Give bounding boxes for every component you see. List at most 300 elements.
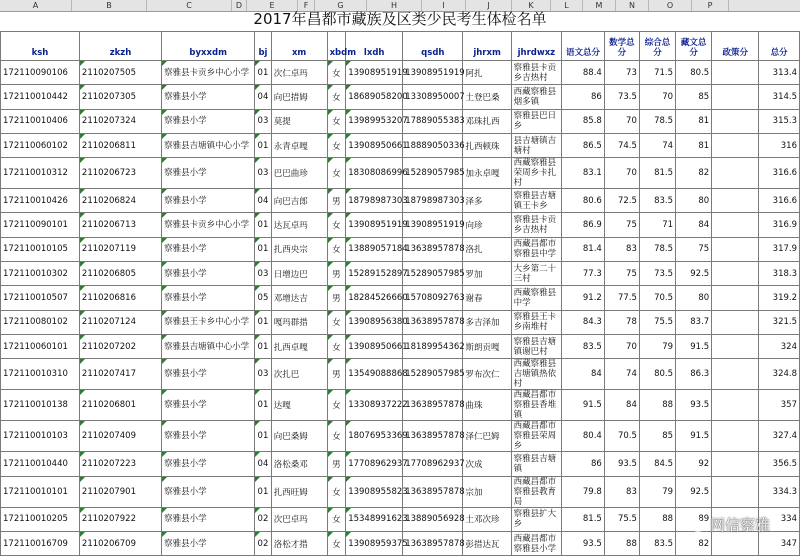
table-cell[interactable] [712, 286, 759, 310]
table-cell[interactable]: 13638957878 [403, 310, 463, 334]
table-cell[interactable]: 80.4 [562, 421, 605, 452]
table-cell[interactable]: 86.9 [562, 213, 605, 237]
column-letter-c[interactable]: C [147, 0, 232, 11]
table-cell[interactable]: 女 [327, 61, 346, 85]
table-cell[interactable]: 78.5 [639, 237, 675, 261]
table-cell[interactable]: 03 [255, 109, 271, 133]
table-cell[interactable]: 西藏昌都市察雅县小学 [511, 531, 561, 555]
table-cell[interactable]: 80.5 [676, 61, 712, 85]
header-cell-5[interactable]: xbdm [327, 32, 346, 61]
table-cell[interactable]: 2110206723 [79, 158, 161, 189]
table-cell[interactable]: 13908951919 [346, 61, 403, 85]
table-cell[interactable]: 313.4 [759, 61, 800, 85]
table-cell[interactable]: 2110207202 [79, 334, 161, 358]
table-cell[interactable]: 18798987303 [346, 189, 403, 213]
table-cell[interactable]: 巴巴曲珍 [271, 158, 327, 189]
table-cell[interactable]: 18798987303 [403, 189, 463, 213]
table-cell[interactable]: 日增边巴 [271, 262, 327, 286]
table-cell[interactable]: 察雅县卡贡乡吉热村 [511, 213, 561, 237]
table-cell[interactable]: 察雅县小学 [162, 85, 255, 109]
table-cell[interactable] [712, 310, 759, 334]
header-cell-14[interactable]: 政策分 [712, 32, 759, 61]
table-cell[interactable]: 女 [327, 476, 346, 507]
table-cell[interactable]: 77.5 [604, 286, 639, 310]
table-cell[interactable]: 察雅县吉塘镇谢巴村 [511, 334, 561, 358]
table-cell[interactable]: 西藏昌都市察雅县荣周乡 [511, 421, 561, 452]
table-cell[interactable]: 多吉泽加 [463, 310, 511, 334]
table-cell[interactable]: 女 [327, 507, 346, 531]
table-cell[interactable]: 172110090106 [1, 61, 80, 85]
table-cell[interactable]: 13638957878 [403, 421, 463, 452]
table-cell[interactable]: 01 [255, 390, 271, 421]
table-cell[interactable]: 84 [562, 359, 605, 390]
table-cell[interactable]: 172110080102 [1, 310, 80, 334]
table-cell[interactable]: 01 [255, 334, 271, 358]
table-cell[interactable]: 88 [639, 390, 675, 421]
table-cell[interactable]: 西藏昌都市察雅县香堆镇 [511, 390, 561, 421]
table-cell[interactable]: 2110207505 [79, 61, 161, 85]
table-cell[interactable]: 81.4 [562, 237, 605, 261]
table-cell[interactable]: 318.3 [759, 262, 800, 286]
table-cell[interactable]: 92.5 [676, 262, 712, 286]
table-cell[interactable]: 察雅县吉塘镇 [511, 452, 561, 476]
table-cell[interactable]: 85 [639, 421, 675, 452]
table-cell[interactable]: 75.5 [639, 310, 675, 334]
table-cell[interactable]: 93.5 [604, 452, 639, 476]
table-cell[interactable]: 18189954362 [403, 334, 463, 358]
table-cell[interactable]: 2110206816 [79, 286, 161, 310]
table-cell[interactable]: 13889057184 [346, 237, 403, 261]
table-cell[interactable]: 81.5 [562, 507, 605, 531]
table-cell[interactable]: 327.4 [759, 421, 800, 452]
table-cell[interactable]: 察雅县卡贡乡中心小学 [162, 61, 255, 85]
table-cell[interactable]: 察雅县小学 [162, 507, 255, 531]
table-cell[interactable]: 女 [327, 237, 346, 261]
table-cell[interactable]: 314.5 [759, 85, 800, 109]
table-cell[interactable]: 84.5 [639, 452, 675, 476]
table-cell[interactable]: 91.5 [562, 390, 605, 421]
table-cell[interactable]: 13308937222 [346, 390, 403, 421]
column-letter-m[interactable]: M [583, 0, 616, 11]
table-cell[interactable] [712, 213, 759, 237]
column-letter-n[interactable]: N [616, 0, 649, 11]
table-cell[interactable]: 宗加 [463, 476, 511, 507]
header-cell-9[interactable]: jhrdwxz [511, 32, 561, 61]
table-cell[interactable]: 172110010205 [1, 507, 80, 531]
table-cell[interactable]: 74 [604, 359, 639, 390]
table-cell[interactable]: 85.8 [562, 109, 605, 133]
table-cell[interactable]: 察雅县小学 [162, 421, 255, 452]
table-cell[interactable]: 13908950661 [346, 133, 403, 157]
table-cell[interactable]: 15708092763 [403, 286, 463, 310]
table-cell[interactable]: 察雅县王卡乡南堆村 [511, 310, 561, 334]
table-cell[interactable] [712, 531, 759, 555]
table-cell[interactable]: 18076953369 [346, 421, 403, 452]
table-cell[interactable]: 172110060102 [1, 133, 80, 157]
table-cell[interactable]: 75 [604, 262, 639, 286]
table-cell[interactable]: 斯朗贡嘎 [463, 334, 511, 358]
header-cell-1[interactable]: zkzh [79, 32, 161, 61]
table-cell[interactable]: 察雅县小学 [162, 359, 255, 390]
header-cell-7[interactable]: qsdh [403, 32, 463, 61]
table-cell[interactable]: 男 [327, 262, 346, 286]
table-cell[interactable]: 2110206811 [79, 133, 161, 157]
table-cell[interactable]: 356.5 [759, 452, 800, 476]
table-cell[interactable]: 18689058200 [346, 85, 403, 109]
table-cell[interactable]: 13908955823 [346, 476, 403, 507]
table-cell[interactable] [712, 359, 759, 390]
table-cell[interactable]: 324.8 [759, 359, 800, 390]
table-cell[interactable]: 13908959375 [346, 531, 403, 555]
table-cell[interactable]: 察雅县巴日乡 [511, 109, 561, 133]
table-cell[interactable]: 84.3 [562, 310, 605, 334]
table-cell[interactable]: 172110010302 [1, 262, 80, 286]
table-cell[interactable]: 西藏昌都市察雅县教育局 [511, 476, 561, 507]
column-letter-a[interactable]: A [0, 0, 72, 11]
table-cell[interactable]: 172110010507 [1, 286, 80, 310]
table-cell[interactable]: 03 [255, 359, 271, 390]
table-cell[interactable]: 83 [604, 476, 639, 507]
table-cell[interactable]: 邓增达吉 [271, 286, 327, 310]
table-cell[interactable]: 18889050336 [403, 133, 463, 157]
table-cell[interactable]: 男 [327, 359, 346, 390]
table-cell[interactable]: 达瓦卓玛 [271, 213, 327, 237]
column-letter-b[interactable]: B [72, 0, 147, 11]
table-cell[interactable]: 71 [639, 213, 675, 237]
table-cell[interactable]: 70 [639, 85, 675, 109]
table-cell[interactable]: 316 [759, 133, 800, 157]
table-cell[interactable]: 17708962937 [403, 452, 463, 476]
table-cell[interactable]: 82 [676, 158, 712, 189]
table-cell[interactable]: 察雅县小学 [162, 158, 255, 189]
table-cell[interactable] [712, 237, 759, 261]
table-cell[interactable] [712, 85, 759, 109]
column-letter-i[interactable]: I [422, 0, 466, 11]
table-cell[interactable]: 察雅县小学 [162, 531, 255, 555]
table-cell[interactable]: 加永卓嘎 [463, 158, 511, 189]
table-cell[interactable]: 82 [676, 531, 712, 555]
table-cell[interactable]: 罗布次仁 [463, 359, 511, 390]
table-cell[interactable]: 13908950661 [346, 334, 403, 358]
table-cell[interactable]: 女 [327, 531, 346, 555]
table-cell[interactable]: 泽多 [463, 189, 511, 213]
table-cell[interactable]: 316.6 [759, 158, 800, 189]
table-cell[interactable]: 次扎巴 [271, 359, 327, 390]
table-cell[interactable]: 察雅县小学 [162, 390, 255, 421]
table-cell[interactable] [712, 421, 759, 452]
table-cell[interactable]: 嘎玛群措 [271, 310, 327, 334]
table-cell[interactable]: 83.1 [562, 158, 605, 189]
table-cell[interactable]: 317.9 [759, 237, 800, 261]
table-cell[interactable]: 17708962937 [346, 452, 403, 476]
table-cell[interactable]: 男 [327, 189, 346, 213]
table-cell[interactable]: 察雅县小学 [162, 237, 255, 261]
table-cell[interactable]: 74.5 [604, 133, 639, 157]
column-letter-d[interactable]: D [232, 0, 247, 11]
table-cell[interactable]: 01 [255, 213, 271, 237]
table-cell[interactable]: 80 [676, 189, 712, 213]
table-cell[interactable]: 334 [759, 507, 800, 531]
table-cell[interactable]: 91.2 [562, 286, 605, 310]
table-cell[interactable]: 86.5 [562, 133, 605, 157]
table-cell[interactable]: 84 [676, 213, 712, 237]
table-cell[interactable]: 女 [327, 390, 346, 421]
table-cell[interactable]: 察雅县吉塘镇中心小学 [162, 334, 255, 358]
table-cell[interactable]: 70 [604, 334, 639, 358]
table-cell[interactable]: 02 [255, 507, 271, 531]
table-cell[interactable]: 84 [604, 390, 639, 421]
table-cell[interactable]: 85 [676, 85, 712, 109]
table-cell[interactable]: 女 [327, 310, 346, 334]
table-cell[interactable] [712, 262, 759, 286]
header-cell-13[interactable]: 藏文总分 [676, 32, 712, 61]
table-cell[interactable]: 13908951919 [403, 213, 463, 237]
header-cell-3[interactable]: bj [255, 32, 271, 61]
table-cell[interactable]: 女 [327, 85, 346, 109]
table-cell[interactable]: 04 [255, 452, 271, 476]
table-cell[interactable]: 86 [562, 452, 605, 476]
table-cell[interactable]: 79 [639, 476, 675, 507]
table-cell[interactable]: 向巴措姆 [271, 85, 327, 109]
table-cell[interactable]: 13908951919 [403, 61, 463, 85]
table-cell[interactable]: 18284526660 [346, 286, 403, 310]
table-cell[interactable]: 13638957878 [403, 476, 463, 507]
table-cell[interactable]: 女 [327, 213, 346, 237]
table-cell[interactable]: 172110010442 [1, 85, 80, 109]
table-cell[interactable]: 2110206824 [79, 189, 161, 213]
table-cell[interactable]: 73 [604, 61, 639, 85]
column-letter-k[interactable]: K [512, 0, 551, 11]
table-cell[interactable]: 女 [327, 334, 346, 358]
table-cell[interactable]: 谢春 [463, 286, 511, 310]
column-letter-e[interactable]: E [247, 0, 298, 11]
header-cell-4[interactable]: xm [271, 32, 327, 61]
table-cell[interactable]: 04 [255, 85, 271, 109]
table-cell[interactable] [712, 158, 759, 189]
table-cell[interactable]: 70.5 [604, 421, 639, 452]
table-cell[interactable]: 321.5 [759, 310, 800, 334]
table-cell[interactable]: 17889055383 [403, 109, 463, 133]
table-cell[interactable]: 316.9 [759, 213, 800, 237]
table-cell[interactable]: 察雅县小学 [162, 452, 255, 476]
table-cell[interactable]: 93.5 [676, 390, 712, 421]
table-cell[interactable]: 15348991623 [346, 507, 403, 531]
table-cell[interactable]: 2110206801 [79, 390, 161, 421]
table-cell[interactable]: 15289057985 [403, 359, 463, 390]
column-letter-l[interactable]: L [551, 0, 583, 11]
table-cell[interactable]: 88.4 [562, 61, 605, 85]
table-cell[interactable]: 75 [604, 213, 639, 237]
table-cell[interactable]: 172110010426 [1, 189, 80, 213]
table-cell[interactable]: 2110207417 [79, 359, 161, 390]
table-cell[interactable]: 357 [759, 390, 800, 421]
column-letter-f[interactable]: F [298, 0, 315, 11]
table-cell[interactable]: 88 [639, 507, 675, 531]
table-cell[interactable]: 洛松才措 [271, 531, 327, 555]
table-cell[interactable]: 洛扎 [463, 237, 511, 261]
table-cell[interactable]: 13638957878 [403, 531, 463, 555]
header-cell-6[interactable]: lxdh [346, 32, 403, 61]
header-cell-10[interactable]: 语文总分 [562, 32, 605, 61]
table-cell[interactable]: 女 [327, 421, 346, 452]
table-cell[interactable]: 05 [255, 286, 271, 310]
table-cell[interactable]: 扎西央宗 [271, 237, 327, 261]
column-letter-h[interactable]: H [367, 0, 422, 11]
table-cell[interactable] [712, 334, 759, 358]
table-cell[interactable]: 2110207124 [79, 310, 161, 334]
table-cell[interactable]: 2110206709 [79, 531, 161, 555]
table-cell[interactable]: 172110090101 [1, 213, 80, 237]
table-cell[interactable]: 04 [255, 189, 271, 213]
column-letter-p[interactable]: P [692, 0, 729, 11]
table-cell[interactable]: 01 [255, 237, 271, 261]
table-cell[interactable]: 察雅县王卡乡中心小学 [162, 310, 255, 334]
table-cell[interactable]: 83.5 [562, 334, 605, 358]
table-cell[interactable]: 2110206805 [79, 262, 161, 286]
table-cell[interactable]: 18308086996 [346, 158, 403, 189]
table-cell[interactable]: 大乡第二十三村 [511, 262, 561, 286]
header-cell-2[interactable]: byxxdm [162, 32, 255, 61]
table-cell[interactable]: 80.5 [639, 359, 675, 390]
table-cell[interactable] [712, 133, 759, 157]
table-cell[interactable]: 172110010310 [1, 359, 80, 390]
table-cell[interactable]: 81 [676, 109, 712, 133]
table-cell[interactable]: 71.5 [639, 61, 675, 85]
table-cell[interactable]: 男 [327, 452, 346, 476]
table-cell[interactable]: 172110010101 [1, 476, 80, 507]
table-cell[interactable]: 2110207324 [79, 109, 161, 133]
table-cell[interactable]: 2110207223 [79, 452, 161, 476]
table-cell[interactable] [712, 390, 759, 421]
table-cell[interactable]: 13989953207 [346, 109, 403, 133]
table-cell[interactable]: 319.2 [759, 286, 800, 310]
header-cell-12[interactable]: 综合总分 [639, 32, 675, 61]
table-cell[interactable]: 西藏察雅县烟多镇 [511, 85, 561, 109]
table-cell[interactable]: 土邓次珍 [463, 507, 511, 531]
table-cell[interactable]: 次巴卓玛 [271, 507, 327, 531]
table-cell[interactable]: 女 [327, 109, 346, 133]
table-cell[interactable]: 2110207901 [79, 476, 161, 507]
table-cell[interactable]: 罗加 [463, 262, 511, 286]
table-cell[interactable]: 172110010103 [1, 421, 80, 452]
table-cell[interactable]: 土登巴桑 [463, 85, 511, 109]
table-cell[interactable]: 72.5 [604, 189, 639, 213]
table-cell[interactable]: 13908951919 [346, 213, 403, 237]
table-cell[interactable]: 男 [327, 286, 346, 310]
header-cell-15[interactable]: 总分 [759, 32, 800, 61]
header-cell-11[interactable]: 数学总分 [604, 32, 639, 61]
table-cell[interactable]: 77.3 [562, 262, 605, 286]
table-cell[interactable]: 91.5 [676, 421, 712, 452]
table-cell[interactable]: 172110010138 [1, 390, 80, 421]
table-cell[interactable]: 2110207409 [79, 421, 161, 452]
table-cell[interactable]: 西藏察雅县荣周乡卡扎村 [511, 158, 561, 189]
table-cell[interactable]: 15289152897 [346, 262, 403, 286]
table-cell[interactable]: 78.5 [639, 109, 675, 133]
table-cell[interactable]: 172110016709 [1, 531, 80, 555]
table-cell[interactable]: 次成 [463, 452, 511, 476]
table-cell[interactable]: 莫提 [271, 109, 327, 133]
table-cell[interactable]: 347 [759, 531, 800, 555]
table-cell[interactable]: 察雅县吉塘镇中心小学 [162, 133, 255, 157]
table-cell[interactable]: 80.6 [562, 189, 605, 213]
table-cell[interactable]: 91.5 [676, 334, 712, 358]
table-cell[interactable]: 83.7 [676, 310, 712, 334]
table-cell[interactable]: 女 [327, 158, 346, 189]
table-cell[interactable]: 03 [255, 262, 271, 286]
table-cell[interactable]: 向巴吉郎 [271, 189, 327, 213]
table-cell[interactable]: 01 [255, 476, 271, 507]
table-cell[interactable]: 察雅县扩大乡 [511, 507, 561, 531]
table-cell[interactable]: 洛松桑邓 [271, 452, 327, 476]
table-cell[interactable]: 02 [255, 531, 271, 555]
table-cell[interactable]: 察雅县小学 [162, 286, 255, 310]
table-cell[interactable]: 泽仁巴姆 [463, 421, 511, 452]
table-cell[interactable]: 81 [676, 133, 712, 157]
table-cell[interactable]: 79 [639, 334, 675, 358]
table-cell[interactable]: 172110010406 [1, 109, 80, 133]
header-cell-0[interactable]: ksh [1, 32, 80, 61]
table-cell[interactable]: 01 [255, 421, 271, 452]
table-cell[interactable]: 察雅县卡贡乡吉热村 [511, 61, 561, 85]
table-cell[interactable]: 79.8 [562, 476, 605, 507]
table-cell[interactable]: 察雅县小学 [162, 189, 255, 213]
table-cell[interactable] [712, 109, 759, 133]
table-cell[interactable]: 邓珠扎西 [463, 109, 511, 133]
table-cell[interactable]: 03 [255, 158, 271, 189]
table-cell[interactable]: 扎西卓嘎 [271, 334, 327, 358]
table-cell[interactable] [712, 189, 759, 213]
column-letter-g[interactable]: G [315, 0, 367, 11]
table-cell[interactable]: 83 [604, 237, 639, 261]
table-cell[interactable]: 01 [255, 133, 271, 157]
table-cell[interactable]: 阿扎 [463, 61, 511, 85]
table-cell[interactable]: 172110060101 [1, 334, 80, 358]
table-cell[interactable]: 324 [759, 334, 800, 358]
table-cell[interactable]: 73.5 [639, 262, 675, 286]
table-cell[interactable]: 83.5 [639, 189, 675, 213]
table-cell[interactable]: 2110207305 [79, 85, 161, 109]
table-cell[interactable]: 315.3 [759, 109, 800, 133]
table-cell[interactable]: 70.5 [639, 286, 675, 310]
table-cell[interactable]: 172110010312 [1, 158, 80, 189]
table-cell[interactable]: 13638957878 [403, 390, 463, 421]
column-letter-o[interactable]: O [649, 0, 692, 11]
table-cell[interactable]: 88 [604, 531, 639, 555]
table-cell[interactable]: 次仁卓玛 [271, 61, 327, 85]
table-cell[interactable]: 13889056928 [403, 507, 463, 531]
table-cell[interactable]: 察雅县吉塘镇王卡乡 [511, 189, 561, 213]
table-cell[interactable]: 15289057985 [403, 262, 463, 286]
table-cell[interactable]: 78 [604, 310, 639, 334]
table-cell[interactable]: 扎西顿珠 [463, 133, 511, 157]
table-cell[interactable]: 曲珠 [463, 390, 511, 421]
table-cell[interactable]: 92 [676, 452, 712, 476]
table-cell[interactable]: 93.5 [562, 531, 605, 555]
table-cell[interactable]: 70 [604, 109, 639, 133]
table-cell[interactable]: 01 [255, 61, 271, 85]
column-letter-j[interactable]: J [466, 0, 512, 11]
table-cell[interactable]: 81.5 [639, 158, 675, 189]
table-cell[interactable]: 2110207119 [79, 237, 161, 261]
table-cell[interactable]: 彭措达瓦 [463, 531, 511, 555]
table-cell[interactable]: 13549088868 [346, 359, 403, 390]
table-cell[interactable]: 13638957878 [403, 237, 463, 261]
table-cell[interactable]: 察雅县卡贡乡中心小学 [162, 213, 255, 237]
table-cell[interactable]: 15289057985 [403, 158, 463, 189]
table-cell[interactable]: 西藏察雅县中学 [511, 286, 561, 310]
table-cell[interactable]: 92.5 [676, 476, 712, 507]
